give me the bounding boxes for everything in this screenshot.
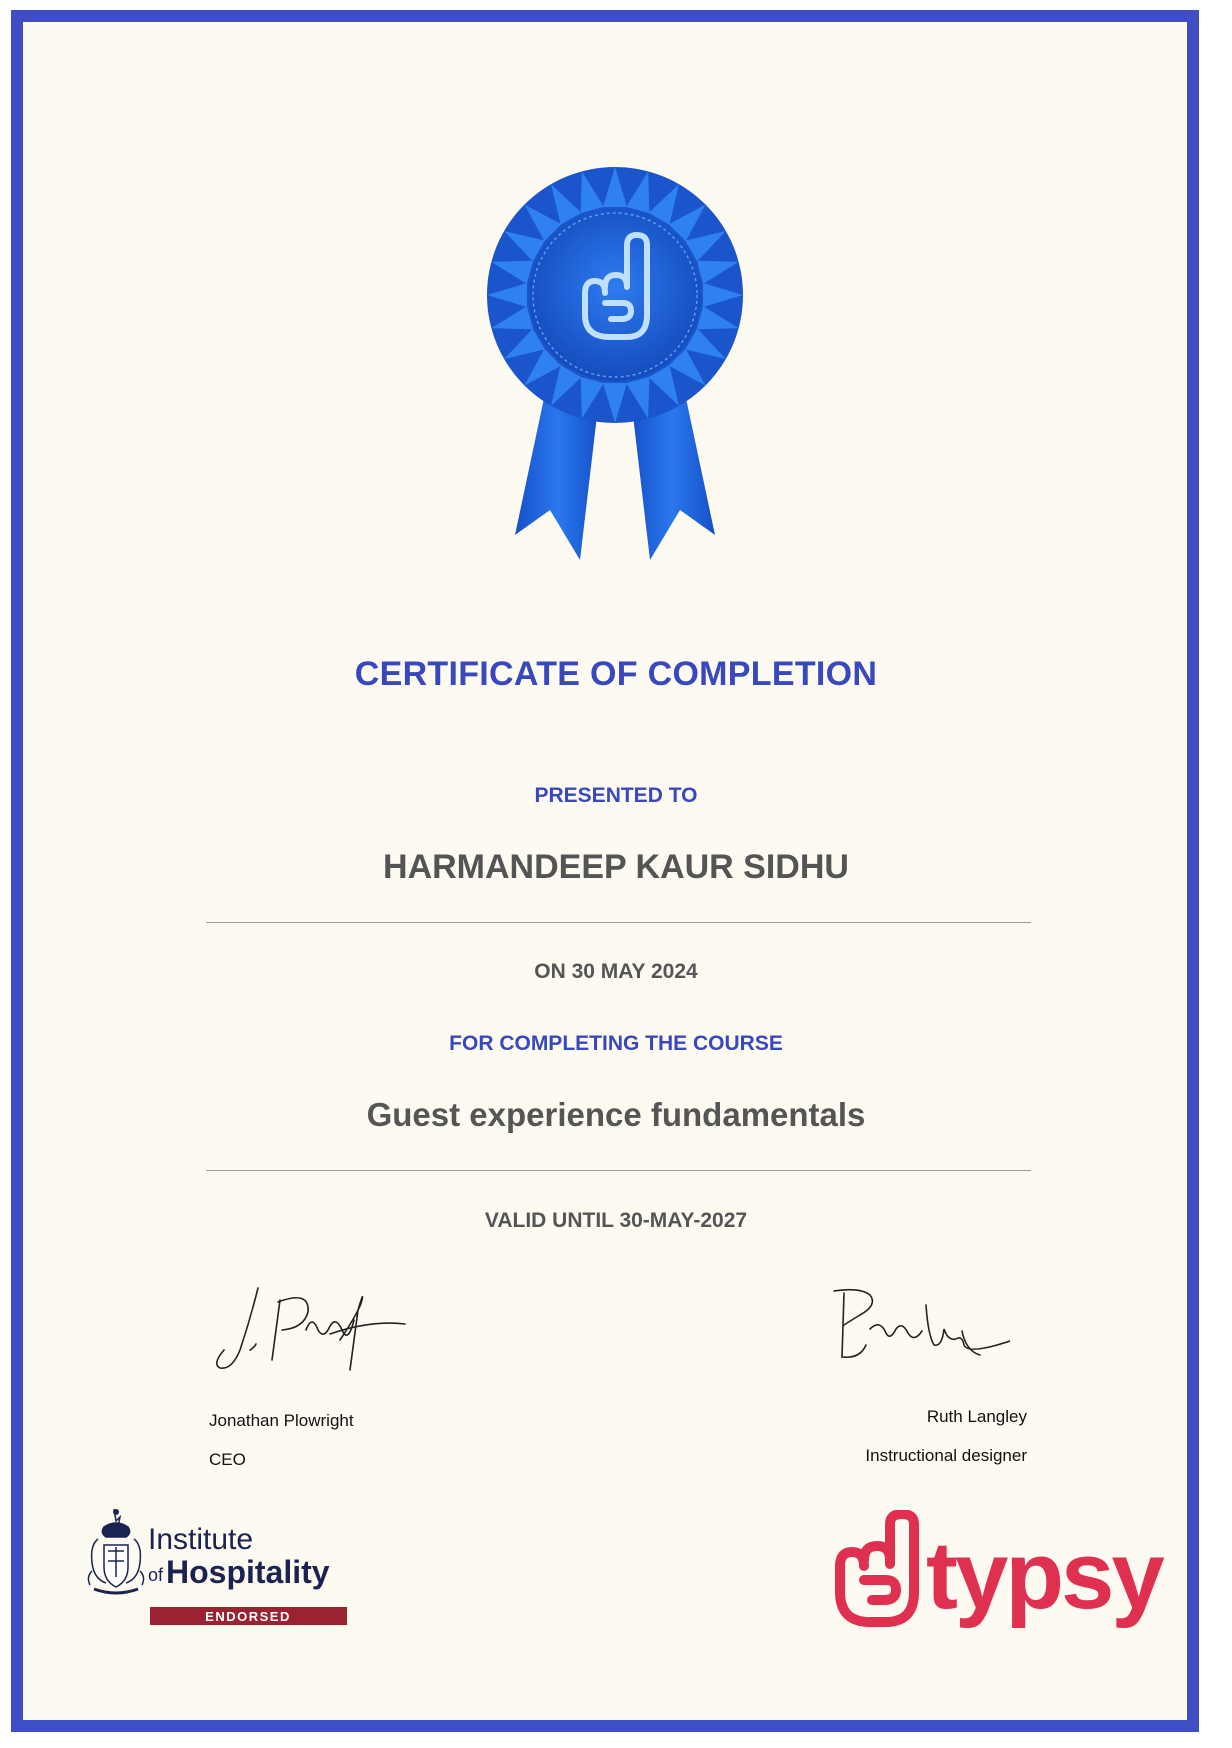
signatory-2-name: Ruth Langley [926, 1407, 1027, 1426]
signature-jonathan-plowright [210, 1280, 410, 1380]
recipient-name: HARMANDEEP KAUR SIDHU [383, 848, 849, 886]
institute-of-hospitality-logo [86, 1505, 361, 1635]
signature-ruth-langley [830, 1285, 1010, 1375]
rosette-award-icon [470, 150, 760, 560]
signatory-1-name: Jonathan Plowright [209, 1411, 354, 1430]
name-divider [206, 922, 1031, 923]
ioh-endorsed-badge: ENDORSED [205, 1609, 291, 1624]
completion-date: ON 30 MAY 2024 [534, 960, 698, 983]
valid-until: VALID UNTIL 30-MAY-2027 [484, 1209, 748, 1232]
certificate-title: CERTIFICATE OF COMPLETION [354, 655, 878, 693]
typsy-wordmark: typsy [926, 1522, 1162, 1629]
signatory-1-role: CEO [209, 1450, 246, 1469]
signatory-2-role: Instructional designer [865, 1446, 1027, 1465]
for-course-label: FOR COMPLETING THE COURSE [449, 1032, 783, 1055]
presented-to-label: PRESENTED TO [534, 784, 698, 807]
ioh-hospitality-text: Hospitality [166, 1554, 330, 1590]
course-divider [206, 1170, 1031, 1171]
ioh-institute-text: Institute [148, 1523, 254, 1556]
typsy-logo [830, 1510, 1175, 1630]
ioh-of-text: of [148, 1565, 164, 1585]
course-name: Guest experience fundamentals [366, 1096, 866, 1133]
